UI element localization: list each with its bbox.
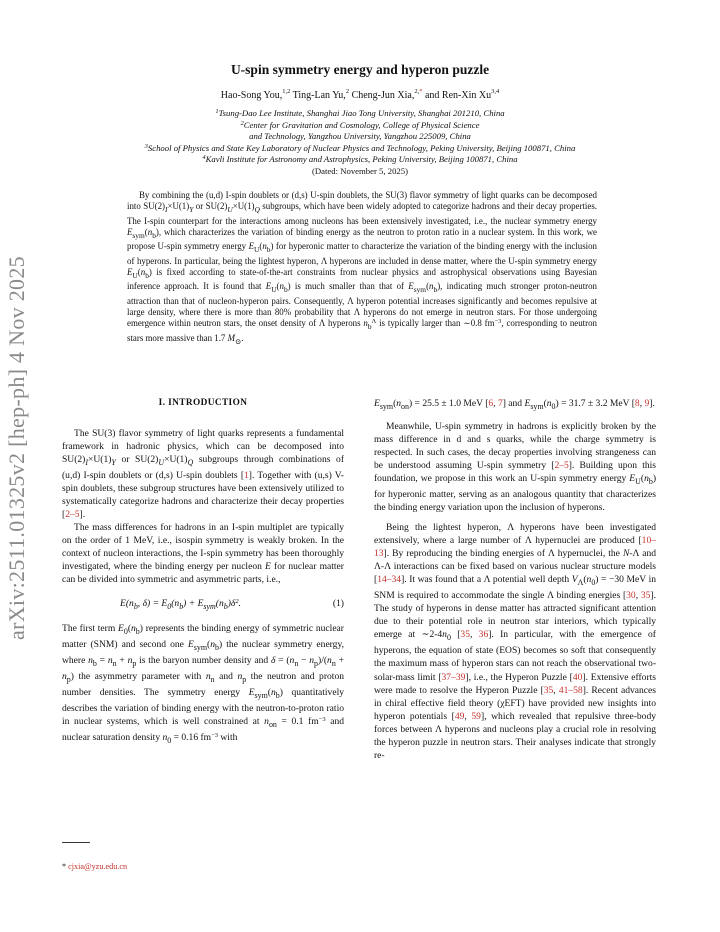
citation-link[interactable]: 7 (497, 398, 503, 409)
author-list: Hao-Song You,$^{1,2}$ Ting-Lan Yu,$^2$ Cheng-Jun Xia,$^{2,*}$ and Ren-Xin Xu$^{3,4}$ (220, 88, 500, 101)
citation-link[interactable]: 14–34 (377, 574, 402, 586)
date-line: (Dated: November 5, 2025) (311, 165, 409, 176)
intro-paragraph-2: The mass differences for hadrons in an I-spin multiplet are typically on the order of 1 MeV, i.e., isospin symmetry is weakly broken. In the context of nucleon interactions, the I-spin symmetry has been thoroughly investigated, where the binding energy per nucleon E for nuclear matter can be divided into symmetric and asymmetric parts, i.e., (62, 522, 344, 586)
equation-number: (1) (332, 597, 344, 609)
citation-link[interactable]: 6 (488, 398, 494, 409)
affiliation-2: $^2$Center for Gravitation and Cosmology, College of Physical Science (240, 119, 480, 130)
affiliation-3: $^3$School of Physics and State Key Laboratory of Nuclear Physics and Technology, Peking University, Beijing 100871, China (144, 142, 576, 153)
affiliation-2-cont: and Technology, Yangzhou University, Yangzhou 225009, China (249, 131, 471, 141)
arxiv-identifier-sidebar: arXiv:2511.01325v2 [hep-ph] 4 Nov 2025 (4, 256, 29, 640)
citation-link[interactable]: 37–39 (441, 671, 466, 683)
equation-1: E ($n_b$, $\delta) = E_0(n_b) + E_{sym}(n_b)\delta^2$. (1) (62, 597, 344, 613)
email-link[interactable]: cjxia@yzu.edu.cn (68, 862, 128, 871)
citation-link[interactable]: 10–13 (374, 535, 656, 560)
intro-paragraph-3: The first term $E_0(n_b)$ represents the binding energy of symmetric nuclear matter (SNM) and second one $E_{sym}(n_b)$ the nuclear symmetry energy, where $n_b = n_n + n_p$ is the baryon number density and $\delta = (n_n - n_p)/(n_n + n_p)$ the asymmetry parameter with $n_n$ and $n_p$ the neutron and proton number densities. The symmetry energy $E_{sym}(n_b)$ quantitatively describes the variation of binding energy with the neutron-to-proton ratio in nuclear systems, which is well constrained at $n_{on} = 0.1$ $fm^{-3}$ and nuclear saturation density $n_0 = 0.16$ $fm^{-3}$ with (62, 623, 345, 746)
citation-link[interactable]: 40 (572, 671, 583, 683)
citation-link[interactable]: 35 (543, 684, 554, 696)
affiliation-1: $^1$Tsung-Dao Lee Institute, Shanghai Jiao Tong University, Shanghai 201210, China (215, 108, 505, 118)
paper-title: U-spin symmetry energy and hyperon puzzle (230, 62, 490, 77)
citation-link[interactable]: 59 (471, 710, 481, 722)
citation-link[interactable]: 1 (244, 470, 249, 482)
footnote-rule (62, 842, 90, 843)
affiliation-block (0, 108, 720, 177)
citation-link[interactable]: 35 (640, 590, 651, 602)
citation-link[interactable]: 49 (454, 710, 465, 722)
intro-paragraph-1: The SU(3) flavor symmetry of light quarks represents a fundamental framework in hadronic physics, which can be decomposed into $SU(2)_I\times U(1)_Y$ or $SU(2)_U\times U(1)_Q$ subgroups through combinations of (u,d) I-spin doublets or (d,s) U-spin doublets [1]. Together with (u,s) V-spin doublets, these subgroup structures have been extensively utilized to systematically categorize hadrons and characterize their decay properties [2–5]. (62, 428, 344, 521)
section-heading: I. INTRODUCTION (158, 398, 248, 408)
citation-link[interactable]: 35 (460, 629, 470, 641)
right-column (374, 397, 656, 762)
footnote: * cjxia@yzu.edu.cn (62, 862, 128, 871)
equation-body: E (120, 597, 126, 609)
abstract: By combining the (u,d) I-spin doublets or (d,s) U-spin doublets, the SU(3) flavor symmetry of light quarks can be decomposed into $SU(2)_I\times U(1)_Y$ or $SU(2)_U\times U(1)_Q$ subgroups, which have been widely adopted to categorize hadrons and their decay properties. The I-spin counterpart for the interactions among nucleons has been extensively investigated, i.e., the nuclear symmetry energy $E_{sym}(n_b)$, which characterizes the variation of binding energy as the neutron to proton ratio in a nuclear system. In this work, we propose U-spin symmetry energy $E_U(n_b)$ for hyperonic matter to characterize the variation of the binding energy with the inclusion of hyperons. In particular, being the lightest hyperon, Λ hyperons are included in dense matter, where the U-spin symmetry energy $E_U(n_b)$ is fixed according to state-of-the-art constraints from nuclear physics and astrophysical observations using Bayesian inference approach. It is found that $E_U(n_b)$ is much smaller than that of $E_{sym}(n_b)$, indicating much stronger proton-neutron attraction than that of nucleon-hyperon pairs. Consequently, Λ hyperon potential increases significantly and becomes repulsive at large density, where there is more than 80% probability that Λ hyperons do not emerge in neutron stars. For those undergoing emergence within neutron stars, the onset density of Λ hyperons $n_b^\Lambda$ is typically larger than ∼0.8 $fm^{-3}$, corresponding to neutron stars more massive than 1.7 $M_⊙$. (127, 190, 597, 346)
citation-link[interactable]: 41–58 (558, 684, 583, 696)
affiliation-4: $^4$Kavli Institute for Astronomy and Astrophysics, Peking University, Beijing 100871, China (202, 154, 518, 164)
citation-link[interactable]: 9 (644, 398, 650, 409)
citation-link[interactable]: 2–5 (65, 509, 80, 521)
citation-link[interactable]: 30 (626, 590, 636, 602)
right-paragraph-0: $E_{sym}(n_{on}) = 25.5 \pm 1.0$ MeV [6, 7] and $E_{sym}(n_0) = 31.7 \pm 3.2$ MeV [8, 9]. (374, 398, 655, 411)
citation-link[interactable]: 36 (478, 629, 489, 641)
right-paragraph-2: Being the lightest hyperon, Λ hyperons have been investigated extensively, where a large number of Λ hypernuclei are produced [10–13]. By reproducing the binding energies of Λ hypernuclei, the N-Λ and Λ-Λ interactions can be fixed based on various nuclear structure models [14–34]. It was found that a Λ potential well depth $V_\Lambda(n_0) = -30$ MeV in SNM is required to accommodate the single Λ binding energies [30, 35]. The study of hyperons in dense matter has attracted significant attention due to their potential role in neutron star interiors, which typically emerge at $\sim 2-4n_0$ [35, 36]. In particular, with the emergence of hyperons, the equation of state (EOS) becomes so soft that consequently the maximum mass of hyperon stars can not reach the observational two-solar-mass limit [37–39], i.e., the Hyperon Puzzle [40]. Extensive efforts were made to resolve the Hyperon Puzzle [35, 41–58]. Recent advances in chiral effective field theory (χEFT) have provided new insights into hyperon potentials [49, 59], which revealed that repulsive three-body forces between Λ hyperons and nucleons play a crucial role in resolving the hyperon puzzle in neutron stars. Their analyses indicate that strongly re- (374, 522, 656, 761)
citation-link[interactable]: 8 (634, 398, 640, 409)
citation-link[interactable]: 2–5 (554, 460, 569, 472)
right-paragraph-1: Meanwhile, U-spin symmetry in hadrons is explicitly broken by the mass difference in d and s quarks, while the charge symmetry is respected. In such cases, the decay properties involving strangeness can be understood assuming U-spin symmetry [2–5]. Building upon this foundation, we propose in this work an U-spin symmetry energy $E_U(n_b)$ for hyperonic matter, serving as an analogous quantity that characterizes the binding energy variation upon the inclusion of hyperons. (374, 420, 656, 514)
left-column (62, 395, 344, 747)
